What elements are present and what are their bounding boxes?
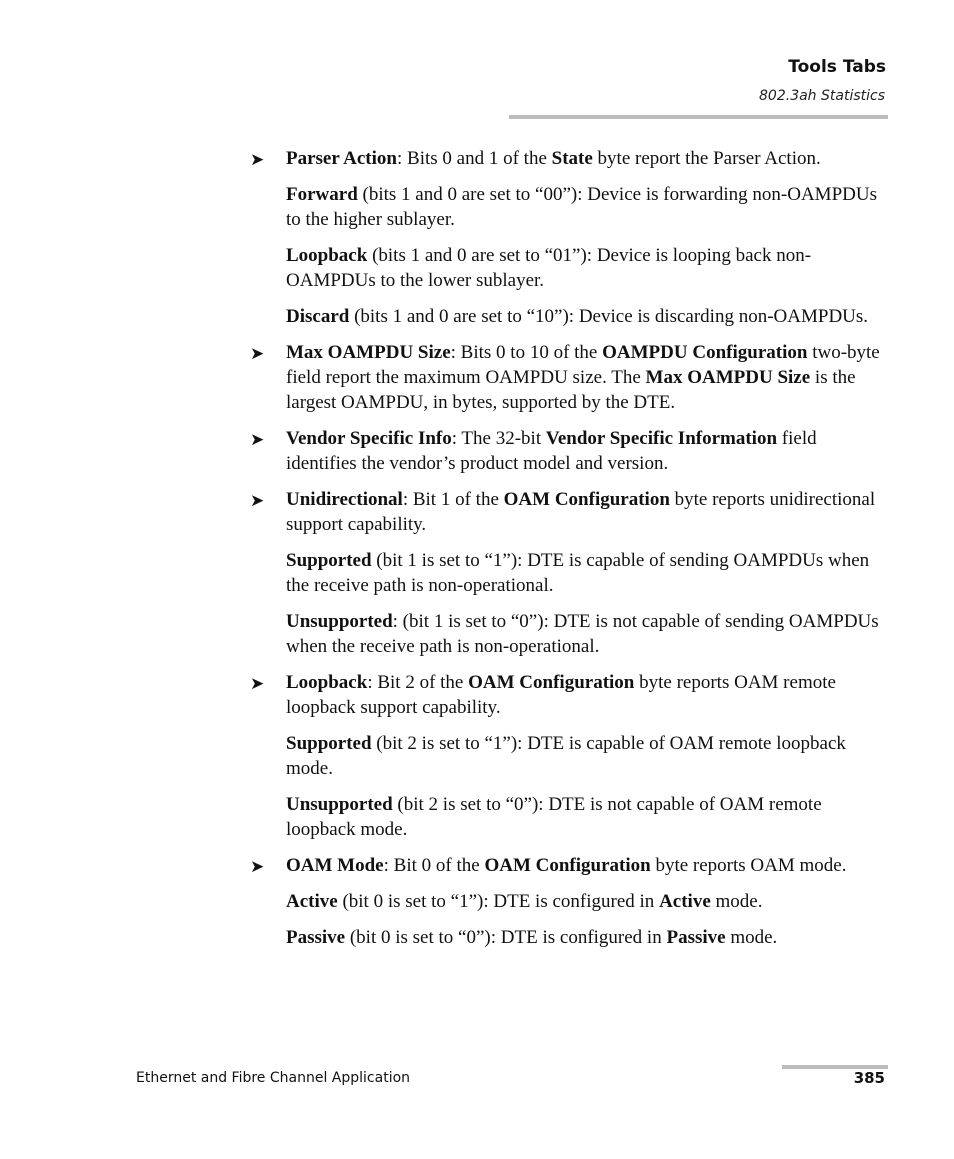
bullet-item-parser-action: [250, 146, 886, 171]
bullet-item-max-oampdu-size: [250, 340, 886, 415]
sub-item-loopback: [286, 243, 886, 293]
bullet-bold: State: [551, 148, 593, 169]
bullet-text: : Bits 0 to 10 of the: [450, 342, 603, 363]
bullet-text: two-byte field report the maximum OAMPDU size. The: [286, 342, 880, 388]
sub-text: mode.: [725, 927, 778, 948]
sub-text: (bit 0 is set to “1”): DTE is configured in: [337, 891, 660, 912]
sub-text: (bit 1 is set to “1”): DTE is capable of sending OAMPDUs when the receive path is non-operational.: [286, 550, 870, 596]
page-number: 385: [853, 1069, 885, 1087]
bullet-bold: OAMPDU Configuration: [602, 342, 808, 363]
sub-item-discard: [286, 304, 886, 329]
bullet-bold: OAM Configuration: [468, 672, 635, 693]
bullet-text: byte reports unidirectional support capability.: [286, 489, 876, 535]
sub-item-forward: [286, 182, 886, 232]
bullet-arrow-icon: ➤: [250, 491, 265, 511]
sub-item-unsupported: [286, 792, 886, 842]
bullet-text: : Bits 0 and 1 of the: [397, 148, 552, 169]
bullet-item-loopback: [250, 670, 886, 720]
sub-text: (bit 2 is set to “0”): DTE is not capable of OAM remote loopback mode.: [286, 794, 822, 840]
sub-text: (bits 1 and 0 are set to “00”): Device is forwarding non-OAMPDUs to the higher sublayer.: [286, 184, 877, 230]
bullet-text: byte reports OAM mode.: [650, 855, 847, 876]
bullet-text: is the largest OAMPDU, in bytes, supported by the DTE.: [286, 367, 856, 413]
bullet-term: Loopback: [286, 672, 368, 693]
bullet-item-oam-mode: [250, 853, 886, 878]
sub-item-supported: [286, 731, 886, 781]
sub-item-unsupported: [286, 609, 886, 659]
sub-text: (bit 0 is set to “0”): DTE is configured in: [345, 927, 667, 948]
bullet-arrow-icon: ➤: [250, 430, 265, 450]
bullet-item-unidirectional: [250, 487, 886, 537]
sub-text: (bits 1 and 0 are set to “01”): Device is looping back non-OAMPDUs to the lower sublayer.: [286, 245, 812, 291]
sub-bold: Passive: [666, 927, 726, 948]
bullet-bold: OAM Configuration: [484, 855, 651, 876]
sub-term: Unsupported: [286, 794, 393, 815]
bullet-arrow-icon: ➤: [250, 150, 265, 170]
sub-term: Unsupported: [286, 611, 393, 632]
bullet-term: OAM Mode: [286, 855, 384, 876]
header-rule: [509, 115, 888, 119]
running-header-subtitle: 802.3ah Statistics: [759, 88, 885, 104]
sub-text: (bit 2 is set to “1”): DTE is capable of OAM remote loopback mode.: [286, 733, 846, 779]
sub-text: (bits 1 and 0 are set to “10”): Device is discarding non-OAMPDUs.: [349, 306, 869, 327]
bullet-term: Max OAMPDU Size: [286, 342, 451, 363]
bullet-item-vendor-specific-info: [250, 426, 886, 476]
sub-item-supported: [286, 548, 886, 598]
bullet-text: : Bit 1 of the: [402, 489, 504, 510]
sub-item-passive: [286, 925, 886, 950]
bullet-arrow-icon: ➤: [250, 857, 265, 877]
bullet-arrow-icon: ➤: [250, 674, 265, 694]
sub-term: Passive: [286, 927, 346, 948]
sub-text: : (bit 1 is set to “0”): DTE is not capable of sending OAMPDUs when the receive path is non-operational.: [286, 611, 879, 657]
bullet-text: : Bit 2 of the: [367, 672, 469, 693]
sub-text: mode.: [710, 891, 763, 912]
bullet-term: Parser Action: [286, 148, 397, 169]
bullet-text: field identifies the vendor’s product model and version.: [286, 428, 817, 474]
sub-item-active: [286, 889, 886, 914]
bullet-bold: Max OAMPDU Size: [645, 367, 811, 388]
footer-title: Ethernet and Fibre Channel Application: [136, 1070, 411, 1086]
sub-term: Forward: [286, 184, 358, 205]
running-header-title: Tools Tabs: [788, 57, 886, 77]
bullet-bold: Vendor Specific Information: [545, 428, 778, 449]
sub-bold: Active: [659, 891, 711, 912]
sub-term: Discard: [286, 306, 350, 327]
bullet-term: Vendor Specific Info: [286, 428, 452, 449]
body-content: [250, 146, 886, 961]
bullet-term: Unidirectional: [286, 489, 403, 510]
sub-term: Active: [286, 891, 338, 912]
bullet-text: : Bit 0 of the: [383, 855, 485, 876]
bullet-bold: OAM Configuration: [503, 489, 670, 510]
bullet-text: : The 32-bit: [451, 428, 546, 449]
sub-term: Supported: [286, 733, 372, 754]
bullet-arrow-icon: ➤: [250, 344, 265, 364]
bullet-text: byte reports OAM remote loopback support capability.: [286, 672, 836, 718]
sub-term: Supported: [286, 550, 372, 571]
sub-term: Loopback: [286, 245, 368, 266]
bullet-text: byte report the Parser Action.: [592, 148, 821, 169]
